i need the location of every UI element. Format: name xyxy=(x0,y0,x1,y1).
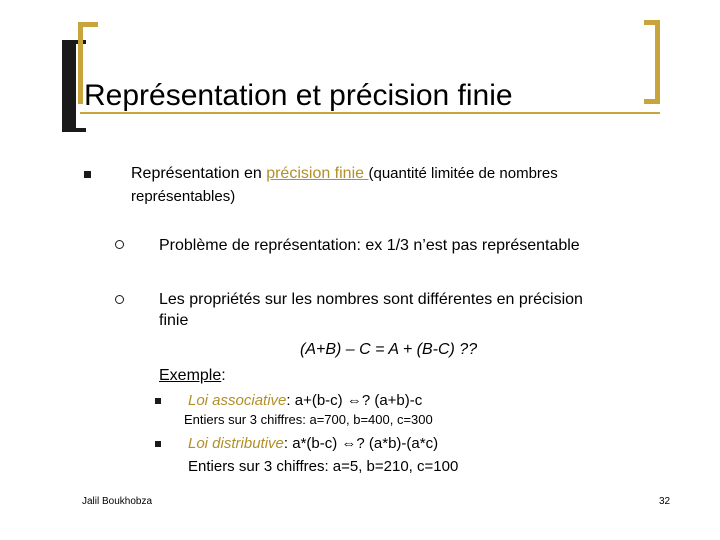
sub-bullet-proprietes-line2: finie xyxy=(159,312,189,329)
loi-associative-note: Entiers sur 3 chiffres: a=700, b=400, c=300 xyxy=(184,412,433,427)
bullet-main-line2: représentables) xyxy=(131,188,236,205)
sub-bullet-proprietes-line1: Les propriétés sur les nombres sont différentes en précision xyxy=(159,291,583,308)
bullet-main-paren: (quantité limitée de nombres xyxy=(368,165,558,182)
bullet-main-text: Représentation en xyxy=(131,165,267,182)
right-gold-bracket-top xyxy=(644,20,660,25)
left-bracket-bar xyxy=(62,40,76,132)
left-gold-bracket-top xyxy=(78,22,98,27)
sub-bullet-representation: Problème de représentation: ex 1/3 n’est pas représentable xyxy=(159,237,580,254)
formula: (A+B) – C = A + (B-C) ?? xyxy=(300,341,478,358)
loi-associative-line xyxy=(188,391,422,410)
example-heading xyxy=(159,366,226,386)
circle-bullet-icon xyxy=(115,295,124,304)
loi-distributive-line xyxy=(188,434,438,453)
square-bullet-icon xyxy=(84,171,91,178)
slide-title: Représentation et précision finie xyxy=(84,79,513,112)
loi-associative-formula: : a+(b-c) ⇔? (a+b)-c xyxy=(286,392,423,409)
loi-distributive-formula: : a*(b-c) ⇔? (a*b)-(a*c) xyxy=(283,435,439,452)
square-bullet-icon xyxy=(155,398,161,404)
precision-finie-link: précision finie xyxy=(266,165,369,182)
left-gold-bracket xyxy=(78,22,83,104)
loi-associative-label: Loi associative xyxy=(188,392,287,409)
right-gold-bracket-bottom xyxy=(644,99,660,104)
left-bracket-bottom xyxy=(62,128,86,132)
loi-distributive-note: Entiers sur 3 chiffres: a=5, b=210, c=100 xyxy=(188,458,459,475)
bullet-main-line1 xyxy=(131,164,558,184)
loi-distributive-label: Loi distributive xyxy=(188,435,284,452)
circle-bullet-icon xyxy=(115,240,124,249)
example-colon: : xyxy=(221,367,226,384)
right-gold-bracket xyxy=(655,20,660,104)
page-number: 32 xyxy=(659,496,671,507)
square-bullet-icon xyxy=(155,441,161,447)
footer-author: Jalil Boukhobza xyxy=(82,496,153,507)
example-label: Exemple xyxy=(159,367,222,384)
